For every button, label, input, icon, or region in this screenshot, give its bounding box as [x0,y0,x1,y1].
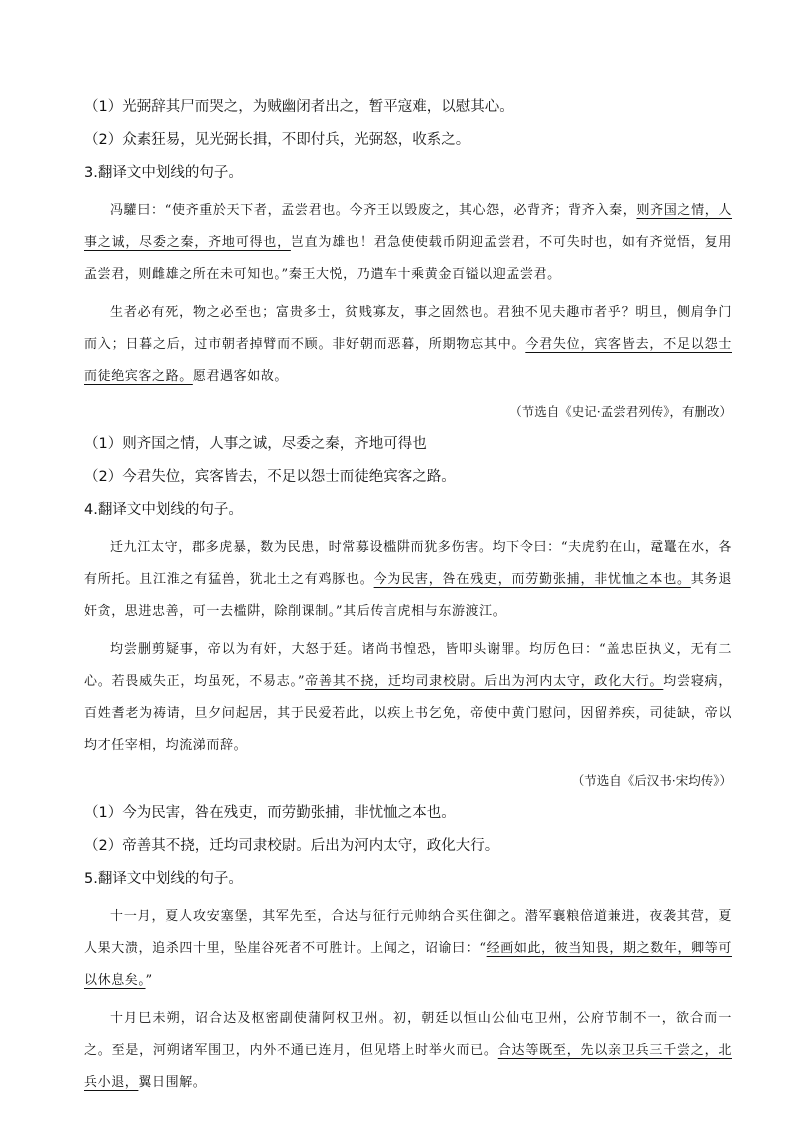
underlined-sentence: 今君失位，宾客皆去，不足以怨士而徒绝宾客之路。 [84,337,732,384]
underlined-sentence: 则齐国之情，人事之诚，尽委之秦，齐地可得也， [84,203,733,250]
passage-text: 岂直为雄也！君急使使载币阴迎孟尝君，不可失时也，如有齐觉悟，复用孟尝君，则雌雄之所在未可知也。”秦王大悦，乃遣车十乘黄金百镒以迎孟尝君。 [84,235,732,282]
passage-paragraph [84,1003,732,1099]
document-content [84,96,732,1105]
answer-line: （2）帝善其不挠，迁均司隶校尉。后出为河内太守，政化大行。 [84,838,500,854]
passage-text: ” [145,973,153,988]
passage-text: 翼日围解。 [138,1075,207,1090]
answer-line: （1）则齐国之情，人事之诚，尽委之秦，齐地可得也 [84,436,427,452]
underlined-sentence: 帝善其不挠，迁均司隶校尉。后出为河内太守，政化大行。 [305,674,664,689]
passage-paragraph [84,195,732,291]
answer-line: （2）众素狂易，见光弼长揖，不即付兵，光弼怒，收系之。 [84,132,471,148]
passage-paragraph [84,634,732,762]
passage-paragraph [84,901,732,997]
answer-line: （1）光弼辞其尸而哭之，为贼幽闭者出之，暂平寇难，以慰其心。 [84,99,514,115]
underlined-sentence: 合达等既至，先以亲卫兵三千尝之，北兵小退， [84,1043,732,1090]
passage-text: 冯驩曰：“使齐重於天下者，孟尝君也。今齐王以毁废之，其心怨，必背齐；背齐入秦， [110,203,637,218]
underlined-sentence: 经画如此，彼当知畏，期之数年，卿等可以休息矣。 [84,941,732,988]
passage-source: （节选自《后汉书·宋均传》） [571,773,732,788]
answer-line: （2）今君失位，宾客皆去，不足以怨士而徒绝宾客之路。 [84,469,456,485]
passage-text: 十月巳未朔，诏合达及枢密副使蒲阿权卫州。初，朝廷以恒山公仙屯卫州，公府节制不一，欲合而一之。至是，河朔诸军围卫，内外不通已连月，但见塔上时举火而已。 [84,1011,732,1058]
passage-paragraph [84,532,732,628]
passage-source: （节选自《史记·孟尝君列传》，有删改） [509,404,732,419]
answer-line: （1）今为民害，咎在残吏，而劳勤张捕，非忧恤之本也。 [84,805,456,821]
passage-text: 其务退奸贪，思进忠善，可一去槛阱，除削课制。”其后传言虎相与东游渡江。 [84,572,732,619]
passage-text: 生者必有死，物之必至也；富贵多士，贫贱寡友，事之固然也。君独不见夫趣市者乎？明旦，侧肩争门而入；日暮之后，过市朝者掉臂而不顾。非好朝而恶暮，所期物忘其中。 [84,305,732,352]
passage-text: 迁九江太守，郡多虎暴，数为民患，时常募设槛阱而犹多伤害。均下令曰：“夫虎豹在山，鼋鼍在水，各有所托。且江淮之有猛兽，犹北土之有鸡豚也。 [84,540,732,587]
passage-paragraph [84,297,732,393]
underlined-sentence: 今为民害，咎在残吏，而劳勤张捕，非忧恤之本也。 [373,572,691,587]
passage-text: 十一月，夏人攻安塞堡，其军先至，合达与征行元帅纳合买住御之。潜军襄粮倍道兼进，夜袭其营，夏人果大溃，追杀四十里，坠崖谷死者不可胜计。上闻之，诏谕曰：“ [84,909,732,956]
passage-text: 均尝删剪疑事，帝以为有奸，大怒于廷。诸尚书惶恐，皆叩头谢罪。均厉色曰：“盖忠臣执义，无有二心。若畏威失正，均虽死，不易志。” [84,642,732,689]
question-heading: 3.翻译文中划线的句子。 [84,165,243,181]
question-heading: 5.翻译文中划线的句子。 [84,871,243,887]
passage-text: 均尝寝病，百姓耆老为祷请，旦夕问起居，其于民爱若此，以疾上书乞免，帝使中黄门慰问，因留养疾，司徒缺，帝以均才任宰相，均流涕而辞。 [84,674,732,753]
question-heading: 4.翻译文中划线的句子。 [84,502,243,518]
passage-text: 愿君遇客如故。 [192,369,289,384]
